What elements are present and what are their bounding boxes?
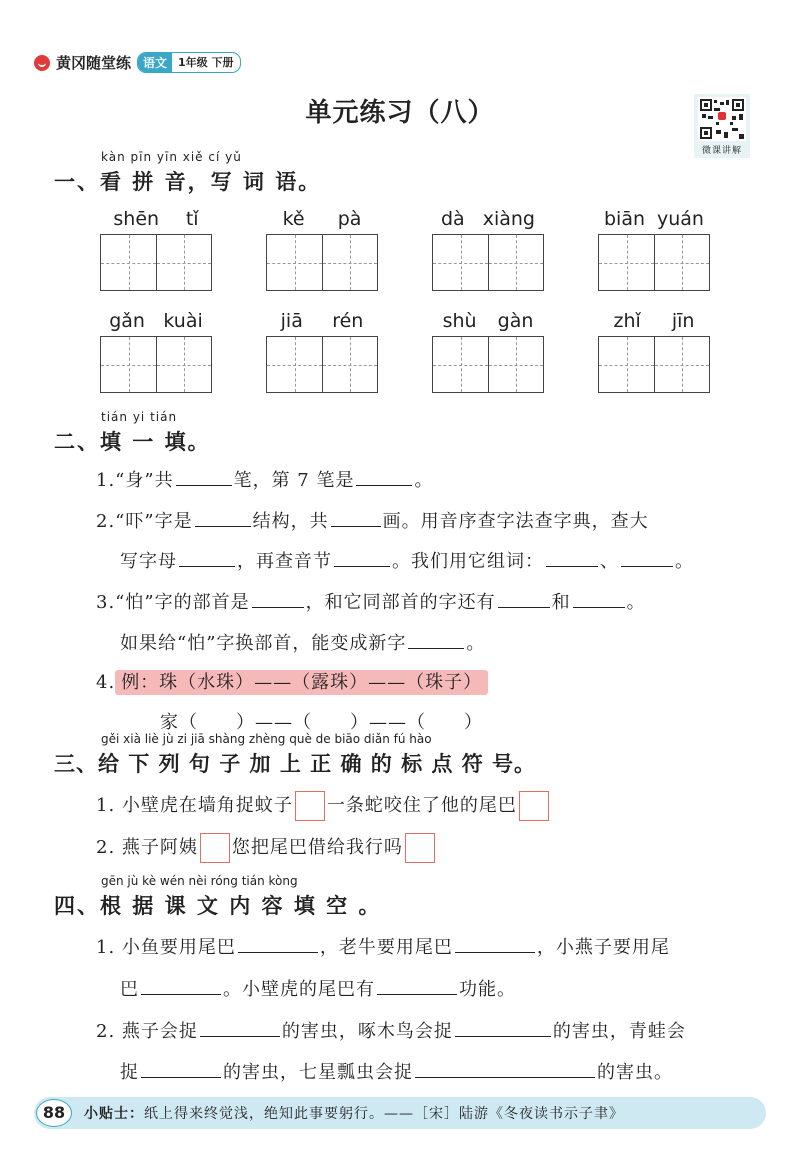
fill-text: 1. 小鱼要用尾巴	[96, 937, 236, 958]
answer-blank[interactable]	[546, 565, 598, 567]
page-number: 88	[36, 1099, 72, 1127]
writing-cell[interactable]	[654, 337, 709, 392]
q4-example: 例：珠（水珠）——（露珠）——（珠子）	[115, 670, 488, 695]
writing-cell[interactable]	[322, 337, 377, 392]
sec1-title: 一、看 拼 音，写 词 语。	[54, 170, 322, 194]
sentence-text: 1. 小壁虎在墙角捉蚊子	[96, 795, 293, 816]
sentence-text: 2. 燕子阿姨	[96, 837, 198, 858]
f1-line	[96, 933, 670, 959]
writing-cell[interactable]	[433, 235, 488, 290]
subject-tag	[137, 52, 241, 73]
pinyin-syllable: shù	[442, 310, 477, 332]
fill-text: 巴	[120, 979, 139, 1000]
fill-text: 捉	[120, 1062, 139, 1083]
sec3-pinyin: gěi xià liè jù zi jiā shàng zhèng què de biāo diǎn fú hào	[101, 732, 432, 746]
pinyin-syllable: biān	[603, 208, 646, 230]
answer-blank[interactable]	[179, 565, 235, 567]
q-text: 、	[600, 551, 619, 572]
punctuation-box[interactable]	[200, 833, 230, 863]
fill-text: 的害虫，七星瓢虫会捉	[223, 1062, 413, 1083]
answer-blank[interactable]	[415, 1076, 595, 1078]
answer-blank[interactable]	[408, 647, 464, 649]
pinyin-syllable: tǐ	[185, 208, 199, 230]
q2-line	[96, 507, 649, 533]
pinyin-syllable: pà	[337, 208, 362, 230]
fill-text: ，老牛要用尾巴	[319, 937, 453, 958]
pinyin-syllable: kě	[282, 208, 305, 230]
fill-text: 的害虫。	[597, 1062, 673, 1083]
pinyin-syllable: zhǐ	[613, 310, 641, 332]
sec4-pinyin: gēn jù kè wén nèi róng tián kòng	[101, 874, 298, 888]
q-text: 。我们用它组词：	[392, 551, 544, 572]
answer-blank[interactable]	[252, 606, 304, 608]
answer-blank[interactable]	[141, 993, 221, 995]
sec4-title: 四、根 据 课 文 内 容 填 空 。	[54, 894, 382, 918]
q2-line-cont	[120, 547, 694, 573]
q-text: 写字母	[120, 551, 177, 572]
sentence-text: 您把尾巴借给我行吗	[231, 837, 403, 858]
punctuation-box[interactable]	[519, 791, 549, 821]
writing-cell[interactable]	[654, 235, 709, 290]
qr-label: 微课讲解	[701, 146, 742, 156]
writing-cell[interactable]	[433, 337, 488, 392]
writing-cell[interactable]	[488, 337, 543, 392]
tip-text	[84, 1103, 624, 1123]
writing-cell[interactable]	[267, 235, 322, 290]
writing-cell[interactable]	[267, 337, 322, 392]
writing-cell[interactable]	[599, 337, 654, 392]
answer-blank[interactable]	[498, 606, 550, 608]
sec1-pinyin: kàn pīn yīn xiě cí yǔ	[101, 150, 242, 164]
q3-line-cont	[120, 629, 485, 655]
q-text: 和	[551, 592, 571, 613]
grade-label: 1年级 下册	[178, 56, 234, 69]
answer-blank[interactable]	[455, 1035, 551, 1037]
pinyin-syllable: kuài	[163, 310, 203, 332]
q3-line	[96, 588, 646, 614]
q-text: 3.“怕”字的部首是	[96, 592, 250, 613]
q-text: 笔，第 7 笔是	[233, 470, 355, 491]
pinyin-syllable: rén	[332, 310, 364, 332]
pinyin-syllable: shēn	[113, 208, 160, 230]
q-number: 4.	[96, 672, 116, 693]
q-text: 画。用音序查字法查字典，查大	[382, 511, 649, 532]
fill-text: 。小壁虎的尾巴有	[223, 979, 375, 1000]
tip-label: 小贴士：	[84, 1106, 144, 1122]
pinyin-syllable: yuán	[657, 208, 704, 230]
answer-blank[interactable]	[573, 606, 625, 608]
writing-cell[interactable]	[156, 235, 211, 290]
fill-text: 功能。	[459, 979, 516, 1000]
pinyin-syllable: dà	[441, 208, 465, 230]
sec2-pinyin: tián yi tián	[101, 410, 178, 424]
word-grid	[100, 208, 212, 291]
answer-blank[interactable]	[621, 565, 673, 567]
writing-cell[interactable]	[101, 337, 156, 392]
word-grid	[432, 310, 544, 393]
writing-cell[interactable]	[101, 235, 156, 290]
sec2-title: 二、填 一 填。	[54, 430, 211, 454]
q-text: ，再查音节	[237, 551, 332, 572]
fill-text: ，小燕子要用尾	[536, 937, 670, 958]
answer-blank[interactable]	[455, 951, 535, 953]
punctuation-box[interactable]	[405, 833, 435, 863]
page-title: 单元练习（八）	[305, 98, 495, 128]
fill-text: 的害虫，青蛙会	[552, 1021, 686, 1042]
s2-line	[96, 833, 437, 863]
word-grid	[100, 310, 212, 393]
smile-logo-icon	[34, 55, 50, 71]
answer-blank[interactable]	[334, 565, 390, 567]
q-text: 。	[675, 551, 694, 572]
q1-line	[96, 466, 433, 492]
writing-cell[interactable]	[599, 235, 654, 290]
pinyin-syllable: gǎn	[109, 310, 145, 332]
q-text: 1.“身”共	[96, 470, 174, 491]
answer-blank[interactable]	[141, 1076, 221, 1078]
f2-line	[96, 1017, 686, 1043]
punctuation-box[interactable]	[295, 791, 325, 821]
answer-blank[interactable]	[331, 525, 381, 527]
writing-cell[interactable]	[156, 337, 211, 392]
word-grid	[432, 208, 544, 291]
subject-label: 语文	[138, 53, 172, 72]
sec3-title: 三、给 下 列 句 子 加 上 正 确 的 标 点 符 号。	[54, 752, 537, 776]
word-grid	[598, 208, 710, 291]
brand-name: 黄冈随堂练	[56, 54, 132, 72]
s1-line	[96, 791, 551, 821]
answer-blank[interactable]	[195, 525, 251, 527]
q-text: 结构，共	[252, 511, 329, 532]
fill-text: 2. 燕子会捉	[96, 1021, 198, 1042]
answer-blank[interactable]	[377, 993, 457, 995]
answer-blank[interactable]	[200, 1035, 280, 1037]
writing-cell[interactable]	[322, 235, 377, 290]
pinyin-syllable: jīn	[671, 310, 695, 332]
brand-header	[34, 52, 241, 73]
word-grid	[266, 310, 378, 393]
f1-line-cont	[120, 975, 516, 1001]
q-text: 。	[466, 633, 486, 654]
writing-cell[interactable]	[488, 235, 543, 290]
pinyin-syllable: xiàng	[482, 208, 535, 230]
footer-tip-bar	[34, 1097, 766, 1129]
tip-quote: 纸上得来终觉浅，绝知此事要躬行。——［宋］陆游《冬夜读书示子聿》	[144, 1106, 624, 1122]
word-grid	[266, 208, 378, 291]
q4-line	[96, 668, 488, 694]
sentence-text: 一条蛇咬住了他的尾巴	[326, 795, 517, 816]
pinyin-syllable: jiā	[280, 310, 303, 332]
q-text: 。	[626, 592, 646, 613]
answer-blank[interactable]	[356, 484, 412, 486]
q-text: 2.“吓”字是	[96, 511, 193, 532]
q-text: 如果给“怕”字换部首，能变成新字	[120, 633, 407, 654]
q-text: ，和它同部首的字还有	[305, 592, 496, 613]
answer-blank[interactable]	[238, 951, 318, 953]
fill-text: 的害虫，啄木鸟会捉	[281, 1021, 453, 1042]
f2-line-cont	[120, 1058, 673, 1084]
pinyin-syllable: gàn	[497, 310, 534, 332]
q-text: 。	[414, 470, 434, 491]
answer-blank[interactable]	[176, 484, 232, 486]
word-grid	[598, 310, 710, 393]
q4-task[interactable]: 家（ ）——（ ）——（ ）	[160, 712, 483, 733]
